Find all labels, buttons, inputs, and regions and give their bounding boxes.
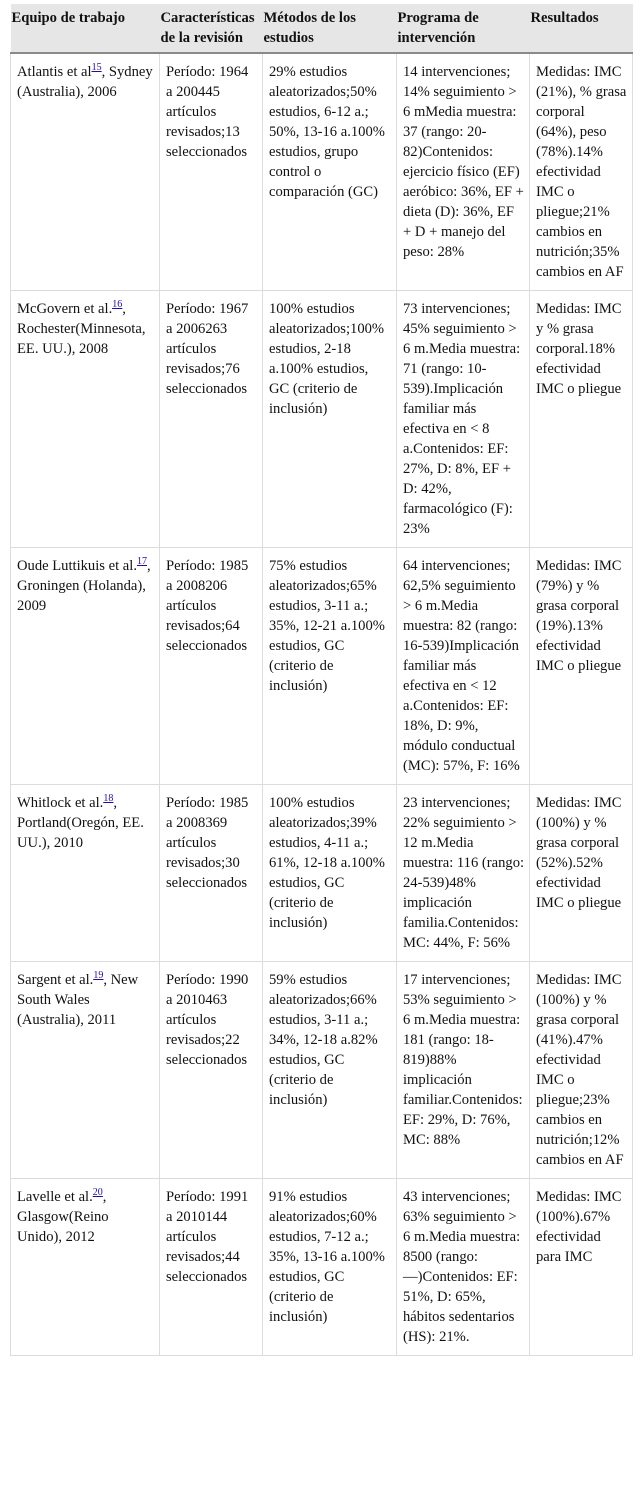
team-location: , Sydney (Australia), 2006 <box>17 64 153 100</box>
team-cell <box>11 785 160 962</box>
header-results: Resultados <box>530 4 633 53</box>
table-row <box>11 548 633 785</box>
team-location: , Portland(Oregón, EE. UU.), 2010 <box>17 795 144 851</box>
program-cell: 17 intervenciones; 53% seguimiento > 6 m.Media muestra: 181 (rango: 18-819)88% implicación familiar.Contenidos: EF: 29%, D: 76%, MC: 88% <box>397 962 530 1179</box>
characteristics-cell: Período: 1985 a 2008206 artículos revisados;64 seleccionados <box>160 548 263 785</box>
team-name: Oude Luttikuis et al. <box>17 558 137 574</box>
team-cell <box>11 962 160 1179</box>
program-cell: 23 intervenciones; 22% seguimiento > 12 m.Media muestra: 116 (rango: 24-539)48% implicación familia.Contenidos: MC: 44%, F: 56% <box>397 785 530 962</box>
table-body <box>11 53 633 1356</box>
methods-cell: 100% estudios aleatorizados;39% estudios, 4-11 a.; 61%, 12-18 a.100% estudios, GC (criterio de inclusión) <box>263 785 397 962</box>
results-cell: Medidas: IMC (79%) y % grasa corporal (19%).13% efectividad IMC o pliegue <box>530 548 633 785</box>
results-cell: Medidas: IMC y % grasa corporal.18% efectividad IMC o pliegue <box>530 291 633 548</box>
characteristics-cell: Período: 1990 a 2010463 artículos revisados;22 seleccionados <box>160 962 263 1179</box>
methods-cell: 91% estudios aleatorizados;60% estudios, 7-12 a.; 35%, 13-16 a.100% estudios, GC (criterio de inclusión) <box>263 1179 397 1356</box>
reference-link[interactable]: 15 <box>91 62 102 74</box>
methods-cell: 75% estudios aleatorizados;65% estudios, 3-11 a.; 35%, 12-21 a.100% estudios, GC (criterio de inclusión) <box>263 548 397 785</box>
team-cell <box>11 291 160 548</box>
program-cell: 14 intervenciones; 14% seguimiento > 6 mMedia muestra: 37 (rango: 20-82)Contenidos: ejercicio físico (EF) aeróbico: 36%, EF + dieta (D): 36%, EF + D + manejo del peso: 28% <box>397 53 530 291</box>
team-location: , New South Wales (Australia), 2011 <box>17 972 139 1028</box>
results-cell: Medidas: IMC (21%), % grasa corporal (64%), peso (78%).14% efectividad IMC o pliegue;21% cambios en nutrición;35% cambios en AF <box>530 53 633 291</box>
results-cell: Medidas: IMC (100%).67% efectividad para IMC <box>530 1179 633 1356</box>
team-name: Atlantis et al <box>17 64 92 80</box>
table-row <box>11 962 633 1179</box>
reference-link[interactable]: 18 <box>103 793 114 805</box>
characteristics-cell: Período: 1967 a 2006263 artículos revisados;76 seleccionados <box>160 291 263 548</box>
team-cell <box>11 53 160 291</box>
team-cell <box>11 1179 160 1356</box>
team-name: McGovern et al. <box>17 301 113 317</box>
characteristics-cell: Período: 1964 a 200445 artículos revisados;13 seleccionados <box>160 53 263 291</box>
review-table <box>10 4 633 1356</box>
team-name: Sargent et al. <box>17 972 94 988</box>
team-location: , Groningen (Holanda), 2009 <box>17 558 151 614</box>
header-program: Programa de intervención <box>397 4 530 53</box>
results-cell: Medidas: IMC (100%) y % grasa corporal (41%).47% efectividad IMC o pliegue;23% cambios en nutrición;12% cambios en AF <box>530 962 633 1179</box>
table-row <box>11 53 633 291</box>
methods-cell: 29% estudios aleatorizados;50% estudios, 6-12 a.; 50%, 13-16 a.100% estudios, grupo control o comparación (GC) <box>263 53 397 291</box>
characteristics-cell: Período: 1985 a 2008369 artículos revisados;30 seleccionados <box>160 785 263 962</box>
methods-cell: 59% estudios aleatorizados;66% estudios, 3-11 a.; 34%, 12-18 a.82% estudios, GC (criterio de inclusión) <box>263 962 397 1179</box>
table-row <box>11 291 633 548</box>
table-row <box>11 1179 633 1356</box>
characteristics-cell: Período: 1991 a 2010144 artículos revisados;44 seleccionados <box>160 1179 263 1356</box>
program-cell: 43 intervenciones; 63% seguimiento > 6 m.Media muestra: 8500 (rango: —)Contenidos: EF: 51%, D: 65%, hábitos sedentarios (HS): 21%. <box>397 1179 530 1356</box>
reference-link[interactable]: 17 <box>136 556 147 568</box>
table-header <box>11 4 633 53</box>
team-cell <box>11 548 160 785</box>
header-methods: Métodos de los estudios <box>263 4 397 53</box>
team-location: , Glasgow(Reino Unido), 2012 <box>17 1189 109 1245</box>
table-row <box>11 785 633 962</box>
reference-link[interactable]: 16 <box>112 299 123 311</box>
header-row <box>11 4 633 53</box>
program-cell: 64 intervenciones; 62,5% seguimiento > 6 m.Media muestra: 82 (rango: 16-539)Implicación familiar más efectiva en < 12 a.Contenidos: EF: 18%, D: 9%, módulo conductual (MC): 57%, F: 16% <box>397 548 530 785</box>
header-characteristics: Características de la revisión <box>160 4 263 53</box>
program-cell: 73 intervenciones; 45% seguimiento > 6 m.Media muestra: 71 (rango: 10-539).Implicación familiar más efectiva en < 8 a.Contenidos: EF: 27%, D: 8%, EF + D: 42%, farmacológico (F): 23% <box>397 291 530 548</box>
team-name: Lavelle et al. <box>17 1189 93 1205</box>
methods-cell: 100% estudios aleatorizados;100% estudios, 2-18 a.100% estudios, GC (criterio de inclusión) <box>263 291 397 548</box>
reference-link[interactable]: 19 <box>93 970 104 982</box>
header-team: Equipo de trabajo <box>11 4 160 53</box>
reference-link[interactable]: 20 <box>92 1187 103 1199</box>
results-cell: Medidas: IMC (100%) y % grasa corporal (52%).52% efectividad IMC o pliegue <box>530 785 633 962</box>
team-name: Whitlock et al. <box>17 795 104 811</box>
team-location: , Rochester(Minnesota, EE. UU.), 2008 <box>17 301 146 357</box>
